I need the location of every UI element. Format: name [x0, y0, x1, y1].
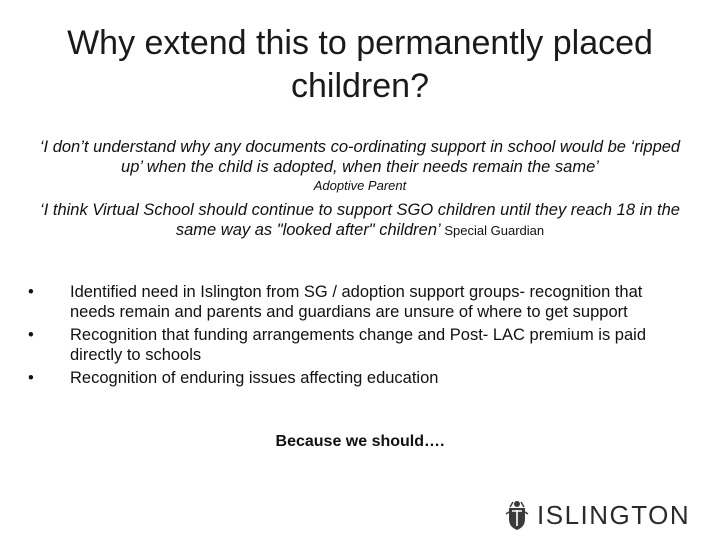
bullet-marker: •	[28, 369, 34, 387]
quote-text-special-guardian: ‘I think Virtual School should continue to support SGO children until they reach 18 in the same way as "looked after" children’	[40, 201, 680, 239]
bullet-text: Identified need in Islington from SG / adoption support groups- recognition that needs remain and parents and guardians are unsure of where to get support	[70, 283, 643, 321]
islington-logo	[505, 498, 690, 532]
bullet-text: Recognition that funding arrangements change and Post- LAC premium is paid directly to schools	[70, 326, 647, 364]
quote-attribution-adoptive-parent: Adoptive Parent	[313, 178, 407, 193]
bullet-item	[28, 325, 668, 365]
quote-adoptive-parent: ‘I don’t understand why any documents co-ordinating support in school would be ‘ripped up’ when the child is adopted, when their needs remain the same’	[39, 138, 681, 176]
bullet-text: Recognition of enduring issues affecting education	[70, 369, 439, 387]
quote-special-guardian	[30, 200, 690, 241]
bullet-marker: •	[28, 283, 34, 301]
crest-icon	[505, 499, 529, 531]
closing-statement: Because we should….	[275, 433, 445, 450]
quote-attribution-special-guardian: Special Guardian	[444, 223, 545, 238]
bullet-marker: •	[28, 326, 34, 344]
slide-title: Why extend this to permanently placed children?	[67, 24, 653, 105]
logo-text: ISLINGTON	[537, 499, 691, 530]
bullet-list	[28, 282, 668, 391]
bullet-item	[28, 368, 668, 388]
bullet-item	[28, 282, 668, 322]
